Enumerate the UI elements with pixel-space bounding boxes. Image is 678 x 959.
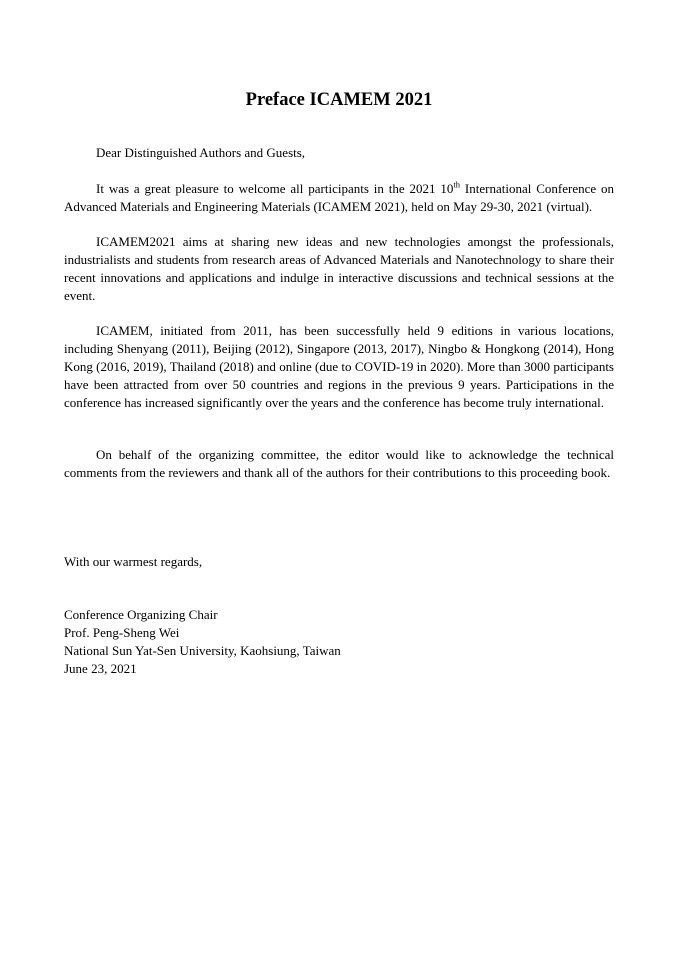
paragraph-aims-block xyxy=(64,233,614,305)
paragraph-acknowledgement-block xyxy=(64,446,614,482)
closing-block xyxy=(64,553,614,571)
salutation-block xyxy=(64,144,614,162)
signature-role: Conference Organizing Chair xyxy=(64,607,218,622)
signature-affiliation: National Sun Yat-Sen University, Kaohsiung, Taiwan xyxy=(64,643,341,658)
paragraph-welcome xyxy=(64,180,614,216)
salutation: Dear Distinguished Authors and Guests, xyxy=(96,145,306,160)
paragraph-aims: ICAMEM2021 aims at sharing new ideas and new technologies amongst the professionals, industrialists and students from research areas of Advanced Materials and Nanotechnology to share their recent innovations and applications and indulge in interactive discussions and technical sessions at the event. xyxy=(64,234,614,303)
signature-block xyxy=(64,606,614,678)
signature-date: June 23, 2021 xyxy=(64,661,137,676)
closing-line: With our warmest regards, xyxy=(64,554,203,569)
paragraph-history: ICAMEM, initiated from 2011, has been successfully held 9 editions in various locations, including Shenyang (2011), Beijing (2012), Singapore (2013, 2017), Ningbo & Hongkong (2014), Hong Kong (2016, 2019), Thailand (2018) and online (due to COVID-19 in 2020). More than 3000 participants have been attracted from over 50 countries and regions in the previous 9 years. Participations in the conference has increased significantly over the years and the conference has become truly international. xyxy=(64,323,614,410)
paragraph-welcome-text-b: International Conference on Advanced Materials and Engineering Materials (ICAMEM 2021), held on May 29-30, 2021 (virtual). xyxy=(64,181,615,214)
paragraph-welcome-text-a: It was a great pleasure to welcome all participants in the 2021 10 xyxy=(96,181,454,196)
ordinal-suffix: th xyxy=(453,179,461,190)
paragraph-welcome-block xyxy=(64,180,614,216)
signature-name: Prof. Peng-Sheng Wei xyxy=(64,625,180,640)
paragraph-acknowledgement: On behalf of the organizing committee, the editor would like to acknowledge the technical comments from the reviewers and thank all of the authors for their contributions to this proceeding book. xyxy=(64,447,614,480)
page-title: Preface ICAMEM 2021 xyxy=(245,90,433,110)
paragraph-history-block xyxy=(64,322,614,412)
